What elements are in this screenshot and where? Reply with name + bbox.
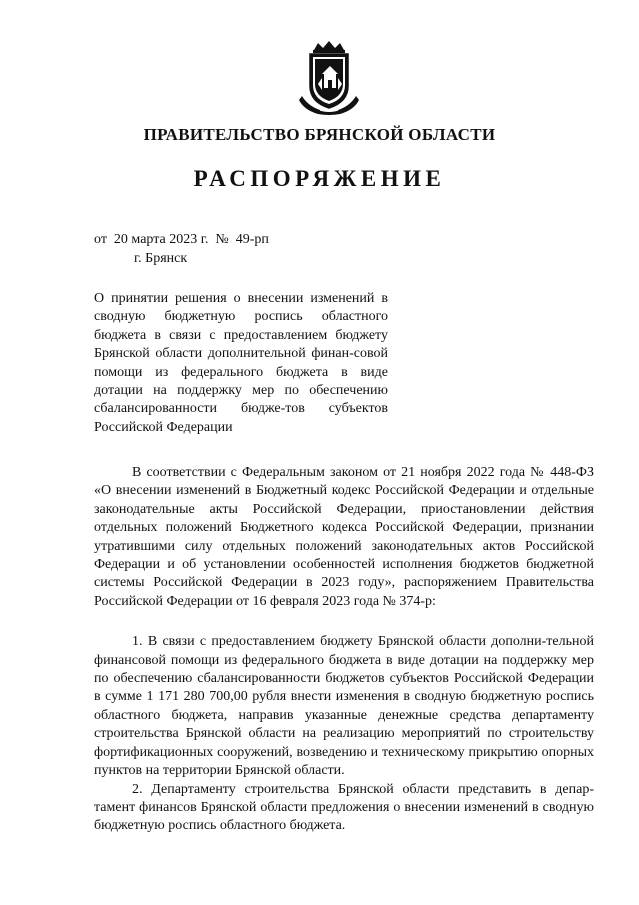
body-item-1: 1. В связи с предоставлением бюджету Брянской области дополни-тельной финансовой помощи из федерального бюджета в виде дотации на поддержку мер по обеспечению сбалансированности бюджетов субъектов Российской Федерации в сумме 1 171 280 700,00 рубля внести изменения в сводную бюджетную роспись областного бюджета, направив указанные денежные средства департаменту строительства Брянской области на реализацию мероприятий по строительству фортификационных сооружений, возведению и техническому прикрытию опорных пунктов на территории Брянской области.	[94, 634, 594, 779]
body-preamble: В соответствии с Федеральным законом от 21 ноября 2022 года № 448-ФЗ «О внесении изменений в Бюджетный кодекс Российской Федерации и отдельные законодательные акты Российской Федерации, приостановлении действия отдельных положений Бюджетного кодекса Российской Федерации, признании утратившими силу отдельных положений законодательных актов Российской Федерации и об установлении особенностей исполнения бюджетов бюджетной системы Российской Федерации в 2023 году», распоряжением Правительства Российской Федерации от 16 февраля 2023 года № 374-р:	[94, 465, 594, 609]
organization-title: ПРАВИТЕЛЬСТВО БРЯНСКОЙ ОБЛАСТИ	[143, 125, 496, 144]
document-type-title: РАСПОРЯЖЕНИЕ	[193, 166, 446, 191]
document-body	[94, 464, 594, 836]
body-item-2: 2. Департаменту строительства Брянской области представить в депар-тамент финансов Брянской области предложения о внесении изменений в сводную бюджетную роспись областного бюджета.	[94, 781, 594, 834]
bryansk-coat-of-arms-icon	[296, 40, 362, 116]
document-city: г. Брянск	[134, 251, 188, 266]
document-subject: О принятии решения о внесении изменений в сводную бюджетную роспись областного бюджета в связи с предоставлением бюджету Брянской области дополнительной финан-совой помощи из федерального бюджета в виде дотации на поддержку мер по обеспечению сбалансированности бюдже-тов субъектов Российской Федерации	[94, 291, 388, 435]
document-date-number: от 20 марта 2023 г. № 49-рп	[94, 232, 269, 247]
